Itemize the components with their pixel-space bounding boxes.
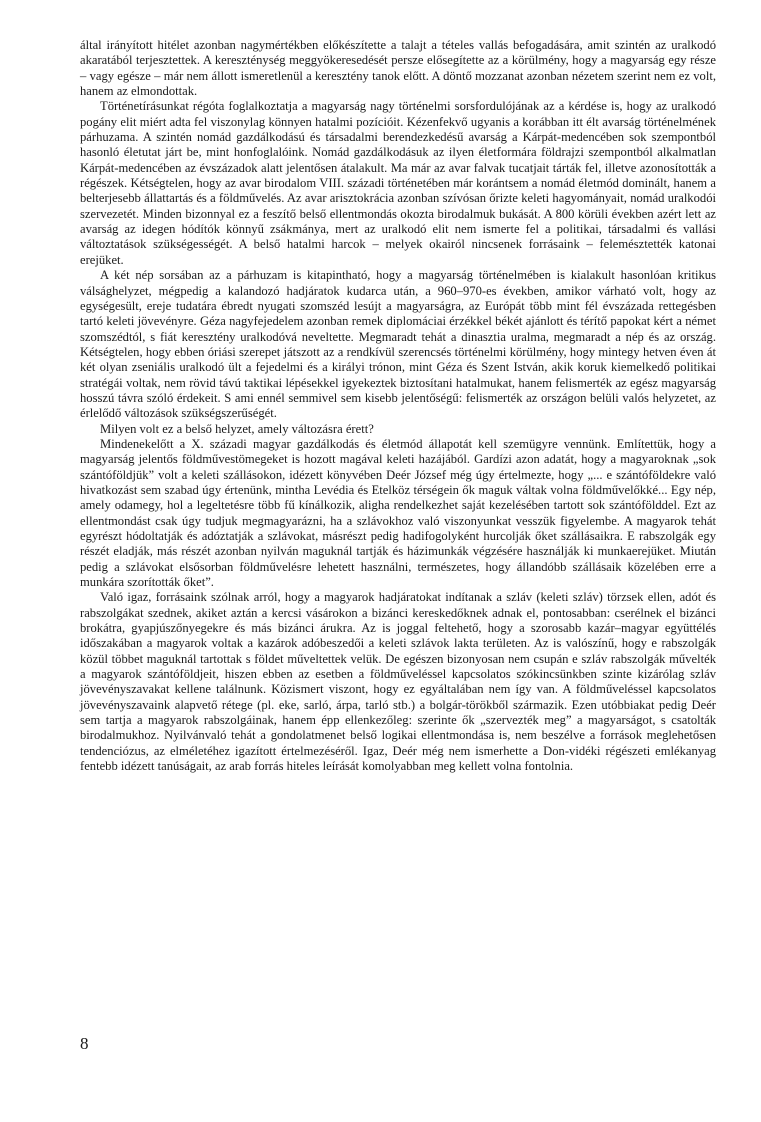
paragraph-6: Való igaz, forrásaink szólnak arról, hogy a magyarok hadjáratokat indítanak a szláv (keleti szláv) törzsek ellen, adót és rabszolgákat szednek, akiket aztán a kercsi vásárokon a bizánci kereskedőknek adnak el, pontosabban: cserélnek el bizánci brokátra, gyapjúszőnyegekre és más bizánci árukra. Az is joggal feltehető, hogy a szorosabb kazár–magyar együttélés időszakában a magyarok voltak a kazárok adóbeszedői a keleti szlávok lakta területen. Az is valószínű, hogy e rabszolgák közül többet maguknál tartottak s földet műveltettek velük. De egészen bizonyosan nem csupán e szláv rabszolgák művelték a magyarok szántóföldjeit, hiszen ebben az esetben a földműveléssel kapcsolatos szókincsünkben szinte kizárólag szláv jövevényszavakat kellene találnunk. Közismert viszont, hogy ez egyáltalában nem így van. A földműveléssel kapcsolatos jövevényszavaink alapvető rétege (pl. eke, sarló, árpa, tarló stb.) a bolgár-törökből származik. Ezen utóbbiakat pedig Deér sem tartja a magyarok rabszolgáinak, hanem épp ellenkezőleg: szerinte ők „szervezték meg” a magyarságot, s csatolták birodalmukhoz. Nyilvánvaló tehát a gondolatmenet belső logikai ellentmondása is, nem beszélve a források meglehetősen tendenciózus, az elméletéhez igazított értelmezéséről. Igaz, Deér még nem ismerhette a Don-vidéki régészeti emlékanyag fentebb idézett tanúságait, az arab forrás hiteles leírását komolyabban meg kellett volna fontolnia. bbox=[80, 590, 716, 774]
paragraph-2: Történetírásunkat régóta foglalkoztatja a magyarság nagy történelmi sorsfordulójának az a kérdése is, hogy az uralkodó pogány elit miért adta fel viszonylag könnyen hatalmi pozícióit. Kézenfekvő ugyanis a korábban itt élt avarság történelmének párhuzama. A szintén nomád gazdálkodású és társadalmi berendezkedésű avarság a Kárpát-medencében sok szempontból hasonló életutat járt be, mint honfoglalóink. Nomád gazdálkodásuk az ilyen életformára földrajzi szempontból alkalmatlan Kárpát-medencében az évszázadok alatt jelentősen átalakult. Ma már az avar falvak tucatjait tárták fel, illetve azonosították a régészek. Kétségtelen, hogy az avar birodalom VIII. századi történetében már korántsem a nomád életmód dominált, hanem a belterjesebb állattartás és a földművelés. Az avar arisztokrácia azonban szívósan őrizte keleti hagyományait, nomád uralkodói szervezetét. Minden bizonnyal ez a feszítő belső ellentmondás okozta birodalmuk bukását. A 800 körüli években azért lett az avarság az idegen hódítók könnyű zsákmánya, mert az uralkodó elit nem ismerte fel a politikai, társadalmi és vallási változtatások szükségességét. A belső hatalmi harcok – melyek okairól nincsenek forrásaink – felemésztették katonai erejüket. bbox=[80, 99, 716, 267]
paragraph-1: által irányított hitélet azonban nagymértékben előkészítette a talajt a tételes vallás befogadására, amit szintén az uralkodó akaratából terjesztettek. A kereszténység meggyökeresedését persze elősegítette az a körülmény, hogy a magyarság egy része – vagy egésze – már nem állott ismeretlenül a keresztény tanok előtt. A döntő mozzanat azonban nézetem szerint nem ez volt, hanem az elmondottak. bbox=[80, 38, 716, 99]
paragraph-5: Mindenekelőtt a X. századi magyar gazdálkodás és életmód állapotát kell szemügyre vennünk. Említettük, hogy a magyarság jelentős földművestömegeket is hozott magával keleti hazájából. Gardízi azon adatát, hogy a magyaroknak „sok szántóföldjük” volt a keleti szállásokon, idézett könyvében Deér József még úgy értelmezte, hogy „... e szántóföldekre való hivatkozást sem szabad úgy értenünk, mintha Levédia és Etelköz térségein ők maguk váltak volna földművelőkké... Egy nép, amely odamegy, hol a legeltetésre több fű kínálkozik, aligha rendelkezhet saját kezelésében tartott sok szántófölddel. Ezt az ellentmondást csak úgy tudjuk megmagyarázni, ha a szlávokhoz való viszonyunkat vesszük figyelembe. A magyarok tehát egyrészt hódoltatják és adóztatják a szlávokat, másrészt pedig hadifogolyként hurcolják őket szállásaikra. E rabszolgák egy részét eladják, más részét azonban nyilván maguknál tartják és házimunkák végzésére használják ki munkaerejüket. Miután pedig a szlávokat elsősorban földművelésre lehetett használni, természetes, hogy állandóbb szállásaik közelében erre a munkára szorították őket”. bbox=[80, 436, 716, 590]
paragraph-4: Milyen volt ez a belső helyzet, amely változásra érett? bbox=[100, 421, 374, 436]
page-number: 8 bbox=[80, 1034, 89, 1053]
paragraph-3: A két nép sorsában az a párhuzam is kitapintható, hogy a magyarság történelmében is kialakult hasonlóan kritikus válsághelyzet, mégpedig a kalandozó hadjáratok kudarca után, a 960–970-es években, amikor várható volt, hogy az egységesült, ereje tudatára ébredt nyugati szomszéd lesújt a magyarságra, az Európát több mint fél évszázada rettegésben tartó keleti jövevényre. Géza nagyfejedelem azonban remek diplomáciai érzékkel békét ajánlott és térítő papokat kért a német szomszédtól, s fiát keresztény uralkodóvá neveltette. Megmaradt tehát a dinasztia uralma, megmaradt a nép és az ország. Kétségtelen, hogy ebben óriási szerepet játszott az a rendkívül szerencsés történelmi körülmény, hogy mintegy hetven éven át két olyan zseniális uralkodó ült a fejedelmi és a királyi trónon, mint Géza és Szent István, akik koruk kiemelkedő politikai stratégái voltak, nem rövid távú taktikai lépésekkel igyekeztek biztosítani hatalmukat, hanem felismerték az egész magyarság hosszú távra szóló érdekeit. S ami ennél semmivel sem kisebb jelentőségű: felismerték az országon belüli valós helyzetet, az érlelődő változások szükségszerűségét. bbox=[80, 268, 716, 421]
page-body bbox=[80, 38, 716, 775]
